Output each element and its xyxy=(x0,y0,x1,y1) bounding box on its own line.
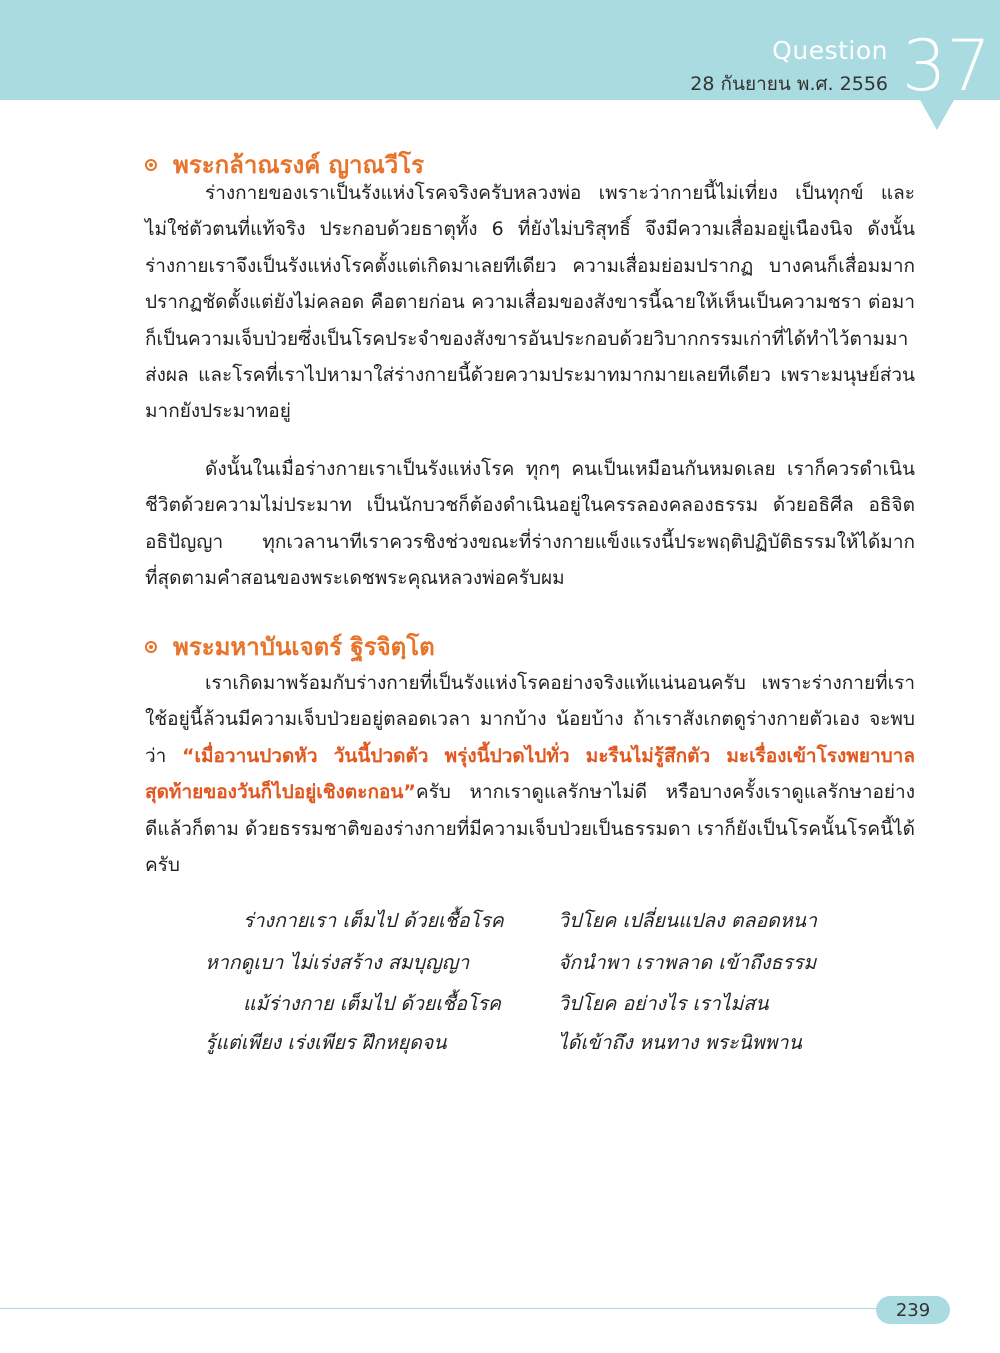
paragraph-text-before: เราเกิดมาพร้อมกับร่างกายที่เป็นรังแห่งโรคอย่างจริงแท้แน่นอนครับ เพราะร่างกายที่เราใช้อยู่นี้ล้วนมีความเจ็บป่วยอยู่ตลอดเวลา มากบ้าง น้อยบ้าง ถ้าเราสังเกตดูร่างกายตัวเอง จะพบว่า xyxy=(145,672,915,767)
section-2-title: พระมหาบันเจตร์ ฐิรจิตฺโต xyxy=(173,633,435,661)
page-number: 239 xyxy=(895,1299,931,1321)
section-1-title: พระกล้าณรงค์ ญาณวีโร xyxy=(173,151,425,179)
poem-line-3-left: แม้ร่างกาย เต็มไป ด้วยเชื้อโรค xyxy=(243,992,501,1015)
poem-line-2-right: จักนำพา เราพลาด เข้าถึงธรรม xyxy=(558,951,817,974)
section-1-paragraph-1: ร่างกายของเราเป็นรังแห่งโรคจริงครับหลวงพ่อ เพราะว่ากายนี้ไม่เที่ยง เป็นทุกข์ และไม่ใช่ตัวตนที่แท้จริง ประกอบด้วยธาตุทั้ง 6 ที่ยังไม่บริสุทธิ์ จึงมีความเสื่อมอยู่เนืองนิจ ดังนั้นร่างกายเราจึงเป็นรังแห่งโรคตั้งแต่เกิดมาเลยทีเดียว ความเสื่อมย่อมปรากฏ บางคนก็เสื่อมมากปรากฏชัดตั้งแต่ยังไม่คลอด คือตายก่อน ความเสื่อมของสังขารนี้ฉายให้เห็นเป็นความชรา ต่อมาก็เป็นความเจ็บป่วยซึ่งเป็นโรคประจำของสังขารอันประกอบด้วยวิบากกรรมเก่าที่ได้ทำไว้ตามมาส่งผล และโรคที่เราไปหามาใส่ร่างกายนี้ด้วยความประมาทมากมายเลยทีเดียว เพราะมนุษย์ส่วนมากยังประมาทอยู่ xyxy=(145,182,915,423)
poem-line-2-left: หากดูเบา ไม่เร่งสร้าง สมบุญญา xyxy=(205,951,470,974)
page-number-badge xyxy=(876,1296,950,1324)
section-2-heading xyxy=(145,627,435,666)
bullet-icon xyxy=(145,641,157,653)
poem-line-1-left: ร่างกายเรา เต็มไป ด้วยเชื้อโรค xyxy=(243,909,504,932)
poem-line-4-left: รู้แต่เพียง เร่งเพียร ฝึกหยุดจน xyxy=(205,1031,447,1054)
poem-line-4-right: ได้เข้าถึง หนทาง พระนิพพาน xyxy=(558,1031,802,1054)
question-number: 37 xyxy=(902,25,992,107)
section-2-paragraph xyxy=(145,665,915,883)
highlighted-quote: “เมื่อวานปวดหัว วันนี้ปวดตัว พรุ่งนี้ปวดไปทั่ว มะรืนไม่รู้สึกตัว มะเรื่องเข้าโรงพยาบาล สุดท้ายของวันก็ไปอยู่เชิงตะกอน” xyxy=(145,744,915,804)
footer-rule xyxy=(0,1308,880,1309)
paragraph-text-after: ครับ หากเราดูแลรักษาไม่ดี หรือบางครั้งเราดูแลรักษาอย่างดีแล้วก็ตาม ด้วยธรรมชาติของร่างกายที่มีความเจ็บป่วยเป็นธรรมดา เราก็ยังเป็นโรคนั้นโรคนี้ได้ครับ xyxy=(145,781,915,877)
question-label: Question xyxy=(772,36,888,65)
question-date: 28 กันยายน พ.ศ. 2556 xyxy=(690,73,888,95)
poem-line-3-right: วิปโยค อย่างไร เราไม่สน xyxy=(558,992,769,1015)
section-1-paragraph-2: ดังนั้นในเมื่อร่างกายเราเป็นรังแห่งโรค ทุกๆ คนเป็นเหมือนกันหมดเลย เราก็ควรดำเนินชีวิตด้วยความไม่ประมาท เป็นนักบวชก็ต้องดำเนินอยู่ในครรลองคลองธรรม ด้วยอธิศีล อธิจิต อธิปัญญา ทุกเวลานาทีเราควรชิงช่วงขณะที่ร่างกายแข็งแรงนี้ประพฤติปฏิบัติธรรมให้ได้มากที่สุดตามคำสอนของพระเดชพระคุณหลวงพ่อครับผม xyxy=(145,458,915,590)
poem-line-1-right: วิปโยค เปลี่ยนแปลง ตลอดหนา xyxy=(558,909,817,932)
bullet-icon xyxy=(145,159,157,171)
